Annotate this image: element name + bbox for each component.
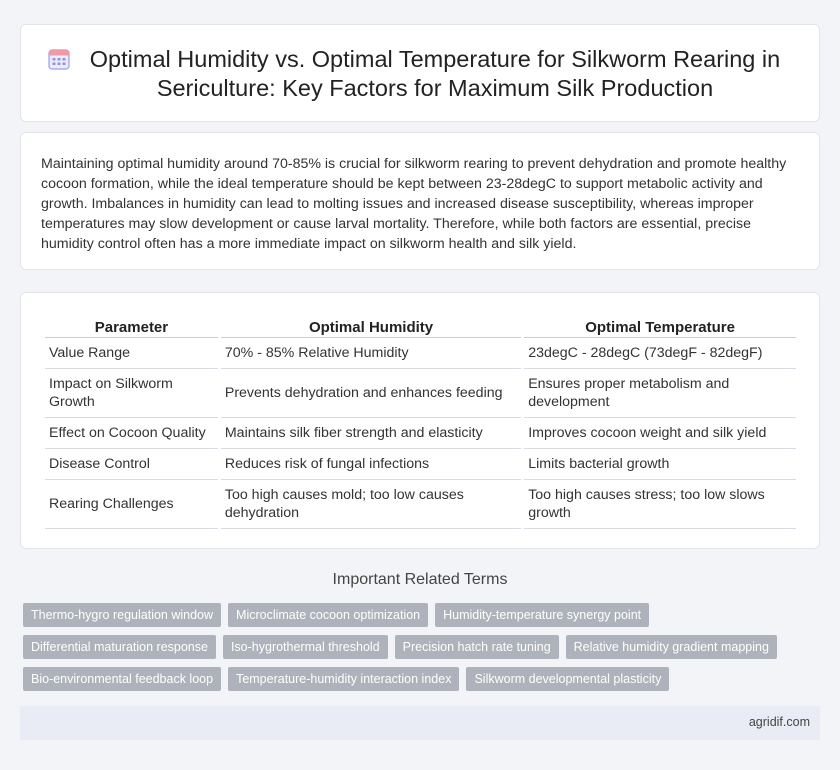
- related-term-tag[interactable]: Microclimate cocoon optimization: [228, 603, 428, 627]
- table-cell: Disease Control: [45, 449, 218, 480]
- table-cell: Too high causes stress; too low slows growth: [524, 480, 796, 529]
- related-terms-title: Important Related Terms: [332, 571, 508, 588]
- table-cell: 70% - 85% Relative Humidity: [221, 338, 521, 369]
- related-term-tag[interactable]: Bio-environmental feedback loop: [23, 667, 221, 691]
- intro-card: [20, 132, 820, 270]
- related-term-tag[interactable]: Humidity-temperature synergy point: [435, 603, 649, 627]
- tag-row: [23, 603, 803, 627]
- table-row: [45, 449, 796, 480]
- header-card: [20, 24, 820, 122]
- related-term-tag[interactable]: Thermo-hygro regulation window: [23, 603, 221, 627]
- footer-bar: [20, 706, 820, 740]
- comparison-table-card: [20, 292, 820, 549]
- related-term-tag[interactable]: Differential maturation response: [23, 635, 216, 659]
- comparison-table: [42, 314, 799, 529]
- header-optimal-humidity: Optimal Humidity: [221, 314, 521, 338]
- table-cell: Ensures proper metabolism and development: [524, 369, 796, 418]
- header-optimal-temperature: Optimal Temperature: [524, 314, 796, 338]
- table-cell: Value Range: [45, 338, 218, 369]
- related-term-tag[interactable]: Relative humidity gradient mapping: [566, 635, 777, 659]
- related-term-tag[interactable]: Precision hatch rate tuning: [395, 635, 559, 659]
- related-term-tag[interactable]: Silkworm developmental plasticity: [466, 667, 669, 691]
- table-cell: Impact on Silkworm Growth: [45, 369, 218, 418]
- table-cell: Limits bacterial growth: [524, 449, 796, 480]
- table-row: [45, 418, 796, 449]
- header-parameter: Parameter: [45, 314, 218, 338]
- page-title: Optimal Humidity vs. Optimal Temperature for Silkworm Rearing in Sericulture: Key Factors for Maximum Silk Production: [89, 46, 781, 101]
- footer-site-link[interactable]: agridif.com: [748, 715, 810, 729]
- table-cell: 23degC - 28degC (73degF - 82degF): [524, 338, 796, 369]
- table-cell: Too high causes mold; too low causes dehydration: [221, 480, 521, 529]
- table-row: [45, 480, 796, 529]
- related-term-tag[interactable]: Iso-hygrothermal threshold: [223, 635, 388, 659]
- table-cell: Improves cocoon weight and silk yield: [524, 418, 796, 449]
- table-cell: Maintains silk fiber strength and elasticity: [221, 418, 521, 449]
- related-terms-tags: [23, 603, 803, 699]
- table-row: [45, 369, 796, 418]
- tag-row: [23, 635, 803, 659]
- table-cell: Rearing Challenges: [45, 480, 218, 529]
- table-row: [45, 338, 796, 369]
- table-header-row: [45, 314, 796, 338]
- table-cell: Prevents dehydration and enhances feeding: [221, 369, 521, 418]
- table-cell: Effect on Cocoon Quality: [45, 418, 218, 449]
- tag-row: [23, 667, 803, 691]
- related-term-tag[interactable]: Temperature-humidity interaction index: [228, 667, 459, 691]
- table-cell: Reduces risk of fungal infections: [221, 449, 521, 480]
- intro-paragraph: Maintaining optimal humidity around 70-85% is crucial for silkworm rearing to prevent dehydration and promote healthy cocoon formation, while the ideal temperature should be kept between 23-28degC to support metabolic activity and growth. Imbalances in humidity can lead to molting issues and increased disease susceptibility, whereas improper temperatures may slow development or cause larval mortality. Therefore, while both factors are essential, precise humidity control often has a more immediate impact on silkworm health and silk yield.: [41, 156, 787, 252]
